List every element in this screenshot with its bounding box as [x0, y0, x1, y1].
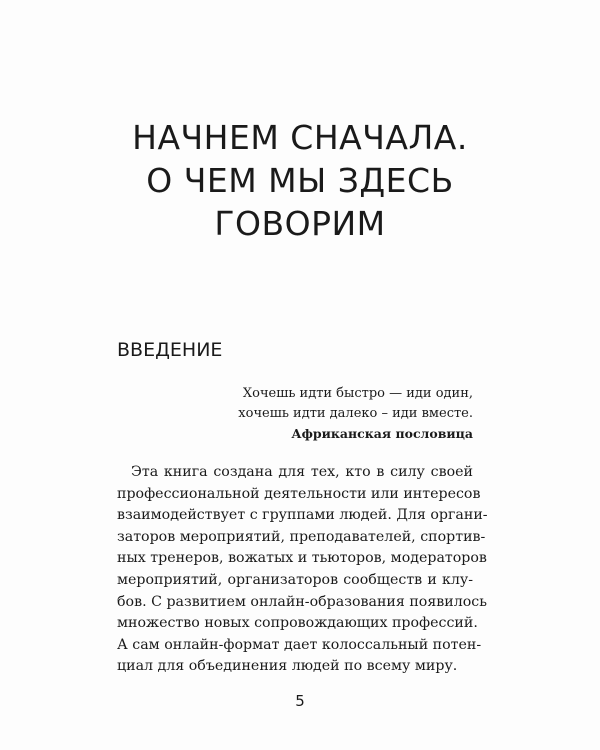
body-line: профессиональной деятельности или интересов — [117, 485, 481, 502]
body-line: мероприятий, организаторов сообществ и клу- — [117, 571, 473, 588]
body-line: множество новых сопровождающих профессий. — [117, 615, 478, 632]
chapter-title-line: НАЧНЕМ СНАЧАЛА. — [132, 118, 468, 157]
chapter-title-line: ГОВОРИМ — [214, 204, 386, 243]
body-line: заторов мероприятий, преподавателей, спортив- — [117, 528, 486, 545]
body-line: Эта книга создана для тех, кто в силу своей — [131, 464, 473, 480]
body-line: ных тренеров, вожатых и тьюторов, модераторов — [117, 550, 487, 567]
body-paragraph — [117, 462, 488, 678]
body-line: циал для объединения людей по всему миру. — [117, 658, 458, 675]
chapter-title — [60, 116, 540, 245]
chapter-title-line: О ЧЕМ МЫ ЗДЕСЬ — [146, 161, 454, 200]
body-line: А сам онлайн-формат дает колоссальный потен- — [117, 636, 482, 653]
body-line: взаимодействует с группами людей. Для органи- — [117, 507, 488, 524]
epigraph-line: хочешь идти далеко – иди вместе. — [238, 406, 473, 421]
epigraph-line: Хочешь идти быстро — иди один, — [242, 386, 473, 401]
section-heading: ВВЕДЕНИЕ — [117, 339, 223, 361]
body-line: бов. С развитием онлайн-образования появилось — [117, 593, 487, 610]
epigraph — [173, 384, 473, 444]
page-number: 5 — [295, 692, 305, 710]
epigraph-source: Африканская пословица — [291, 426, 473, 441]
